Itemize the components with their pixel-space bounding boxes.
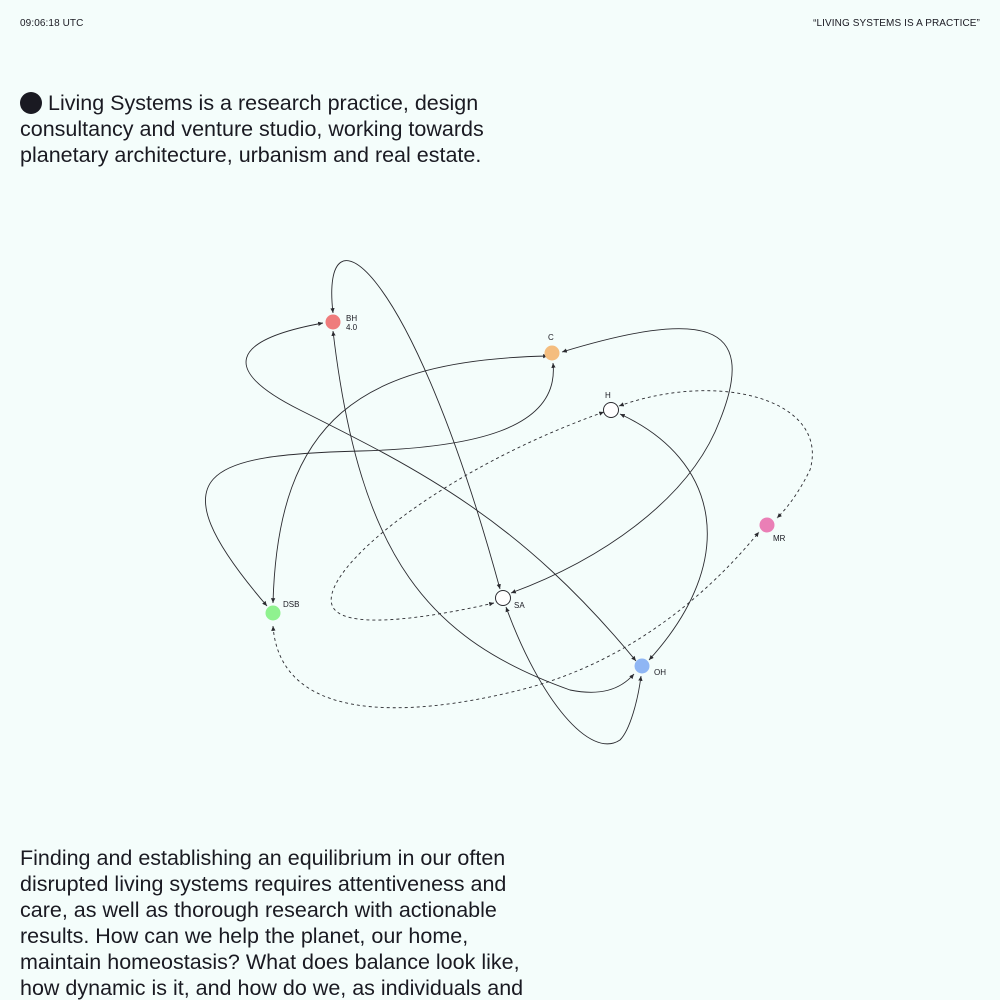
- tagline: “LIVING SYSTEMS IS A PRACTICE”: [813, 18, 980, 29]
- edge-sa-oh: [506, 607, 641, 744]
- edge-dsb-c: [273, 356, 548, 603]
- node-c-label: C: [548, 333, 554, 342]
- node-mr[interactable]: [760, 518, 786, 544]
- node-bh-circle: [326, 315, 341, 330]
- node-mr-circle: [760, 518, 775, 533]
- edge-bh-sa: [332, 261, 500, 589]
- node-c-circle: [545, 346, 560, 361]
- node-dsb-circle: [266, 606, 281, 621]
- node-h[interactable]: [604, 391, 619, 418]
- edge-bh-oh: [246, 323, 636, 661]
- body-paragraph: Finding and establishing an equilibrium in our often disrupted living systems requires attentiveness and care, as well as thorough research with actionable results. How can we help the planet, our home, maintain homeostasis? What does balance look like, how dynamic is it, and how do we, as individuals and: [20, 846, 524, 1000]
- edge-c-sa: [511, 329, 732, 593]
- clock: 09:06:18 UTC: [20, 18, 84, 29]
- node-bh-label: BH: [346, 314, 358, 323]
- node-oh[interactable]: [635, 659, 667, 678]
- edge-sa-h-dashed: [331, 412, 604, 620]
- edge-c-dsb: [205, 363, 553, 606]
- node-h-label: H: [605, 391, 611, 400]
- edge-dsb-mr-dashed: [273, 532, 759, 708]
- node-dsb-label: DSB: [283, 600, 300, 609]
- edge-h-mr-dashed: [619, 391, 812, 518]
- edge-bh-oh-lower: [333, 331, 634, 692]
- node-oh-label: OH: [654, 668, 666, 677]
- node-bh[interactable]: [326, 314, 358, 332]
- node-mr-label: MR: [773, 534, 786, 543]
- node-sa-circle: [496, 591, 511, 606]
- node-sa-label: SA: [514, 601, 525, 610]
- node-c[interactable]: [545, 333, 560, 361]
- node-h-circle: [604, 403, 619, 418]
- node-oh-circle: [635, 659, 650, 674]
- intro-text: Living Systems is a research practice, design consultancy and venture studio, working towards planetary architecture, urbanism and real estate.: [20, 91, 484, 167]
- edge-h-oh: [620, 414, 707, 660]
- node-bh-sublabel: 4.0: [346, 323, 358, 332]
- node-dsb[interactable]: [266, 600, 300, 621]
- node-sa[interactable]: [496, 591, 526, 611]
